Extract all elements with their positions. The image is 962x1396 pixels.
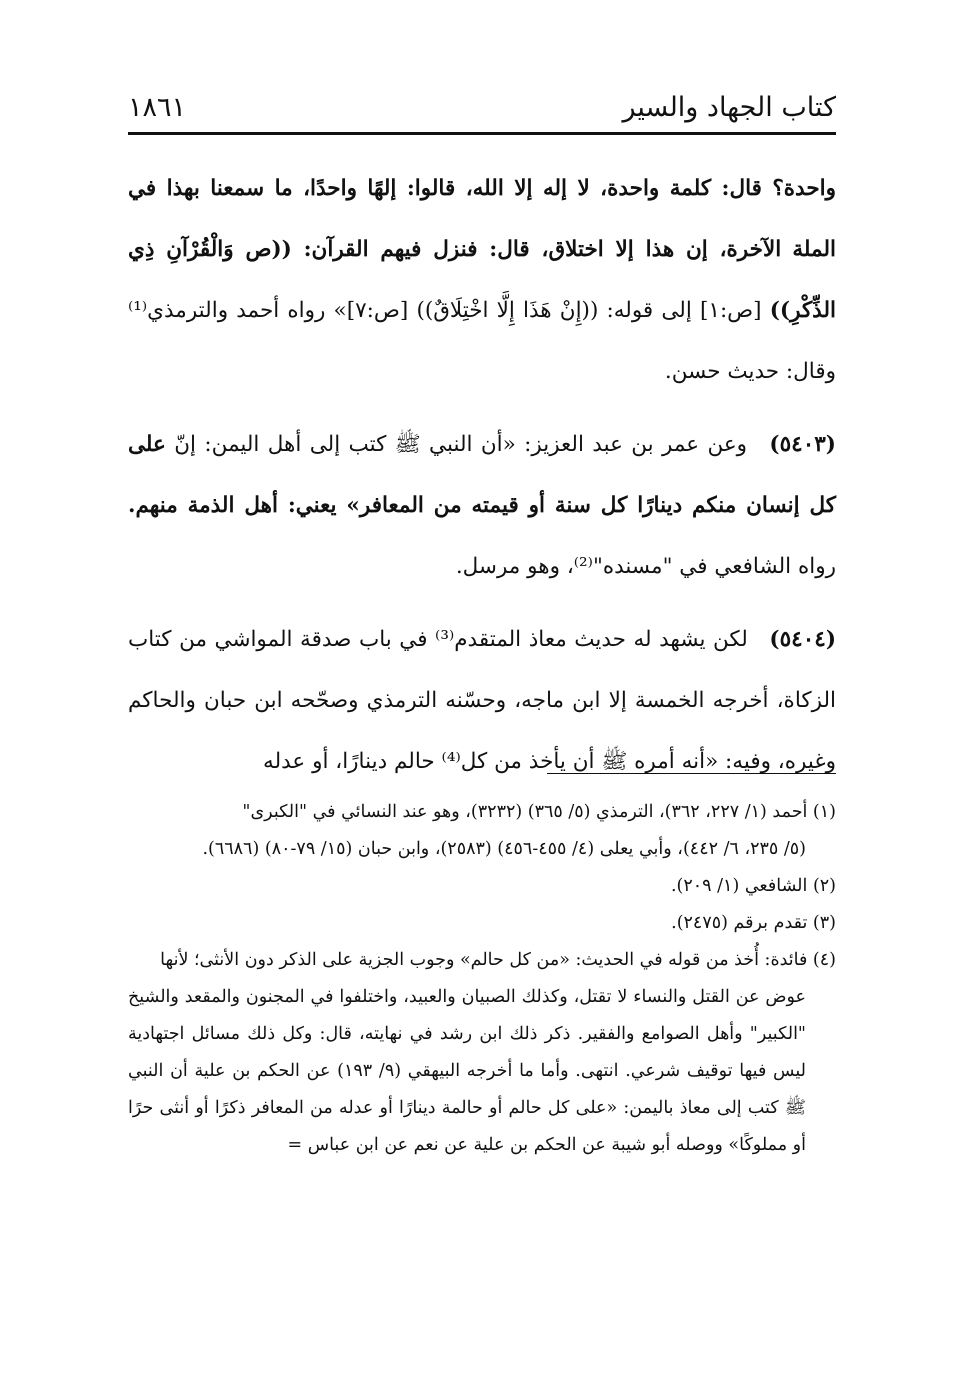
page-number: ١٨٦١ — [128, 92, 187, 123]
footnotes — [128, 794, 836, 1164]
footnote-4-continued — [128, 979, 836, 1164]
footnote-line: علية أن النبي ﷺ كتب إلى معاذ باليمن: «على كل حالم أو حالمة دينارًا أو عدله من المعافر ذكرًا — [128, 1061, 806, 1118]
text-line: لكن يشهد له حديث معاذ المتقدم⁽³⁾ في باب صدقة المواشي من — [179, 627, 748, 652]
footnote-line: اجتهادية ليس فيها توقيف شرعي. انتهى. وأما ما أخرجه البيهقي (٩/ ١٩٣) عن الحكم بن — [128, 1024, 806, 1081]
text-line: كتاب الزكاة، أخرجه الخمسة إلا ابن ماجه، وحسّنه الترمذي وصحّحه ابن حبان — [128, 627, 836, 713]
footnote-3: (٣) تقدم برقم (٢٤٧٥). — [671, 913, 836, 933]
footnote-1-continued — [128, 831, 836, 868]
text-line: والحاكم وغيره، وفيه: «أنه أمره ﷺ أن يأخذ من كل⁽⁴⁾ حالم دينارًا، أو عدله — [128, 688, 836, 774]
footnote-line: عوض عن القتل والنساء لا تقتل، وكذلك الصبيان والعبيد، واختلفوا في المجنون والمقعد — [184, 987, 806, 1007]
text-line: الآخرة، إن هذا إلا اختلاق، قال: فنزل فيهم القرآن: ((ص وَالْقُرْآنِ ذِي الذِّكْرِ)) — [128, 237, 836, 323]
main-text — [128, 158, 836, 792]
running-header — [128, 88, 836, 135]
footnote-4 — [128, 942, 836, 979]
paragraph-hadith-5404 — [128, 609, 836, 792]
text-line: واحدة؟ قال: كلمة واحدة، لا إله إلا الله، قالوا: إلهًا واحدًا، ما سمعنا بهذا في الملة — [128, 176, 836, 262]
paragraph-hadith-continuation — [128, 158, 836, 402]
text-line: [ص:١] إلى قوله: ((إِنْ هَذَا إِلَّا اخْتِلَاقٌ)) [ص:٧]» رواه أحمد والترمذي⁽¹⁾ وقال: — [128, 298, 836, 384]
text-line: حديث حسن. — [664, 359, 780, 384]
footnote-line: والشيخ "الكبير" وأهل الصوامع والفقير. ذكر ذلك ابن رشد في نهايته، قال: وكل ذلك مسائل — [128, 987, 806, 1044]
hadith-number: (٥٤٠٣) — [769, 432, 836, 457]
footnote-line: (٥/ ٢٣٥، ٦/ ٤٤٢)، وأبي يعلى (٤/ ٤٥٥-٤٥٦) (٢٥٨٣)، وابن حبان (١٥/ ٧٩-٨٠) — [264, 839, 806, 859]
footnote-line: (١) أحمد (١/ ٢٢٧، ٣٦٢)، الترمذي (٥/ ٣٦٥) (٣٢٣٢)، وهو عند النسائي في "الكبرى" — [242, 802, 836, 822]
footnote-1 — [128, 794, 836, 831]
text-line: وعن عمر بن عبد العزيز: «أن النبي ﷺ كتب إلى أهل اليمن: إنّ — [174, 432, 748, 457]
paragraph-hadith-5403 — [128, 414, 836, 597]
hadith-number: (٥٤٠٤) — [769, 627, 836, 652]
footnote-line: (٦٦٨٦). — [202, 839, 260, 859]
footnote-2: (٢) الشافعي (١/ ٢٠٩). — [670, 876, 836, 896]
footnote-line: أو أنثى حرًا أو مملوكًا» ووصله أبو شيبة عن الحكم بن علية عن نعم عن ابن عباس = — [128, 1098, 806, 1155]
text-line: على كل إنسان منكم دينارًا كل سنة أو قيمته من المعافر» يعني: أهل الذمة منهم. — [128, 432, 836, 518]
footnote-line: (٤) فائدة: أُخذ من قوله في الحديث: «من كل حالم» وجوب الجزية على الذكر دون الأنثى؛ لأنها — [160, 950, 836, 970]
text-line: رواه الشافعي في "مسنده"⁽²⁾، وهو مرسل. — [455, 554, 836, 579]
footnote-separator — [547, 773, 836, 774]
book-title: كتاب الجهاد والسير — [622, 92, 836, 123]
